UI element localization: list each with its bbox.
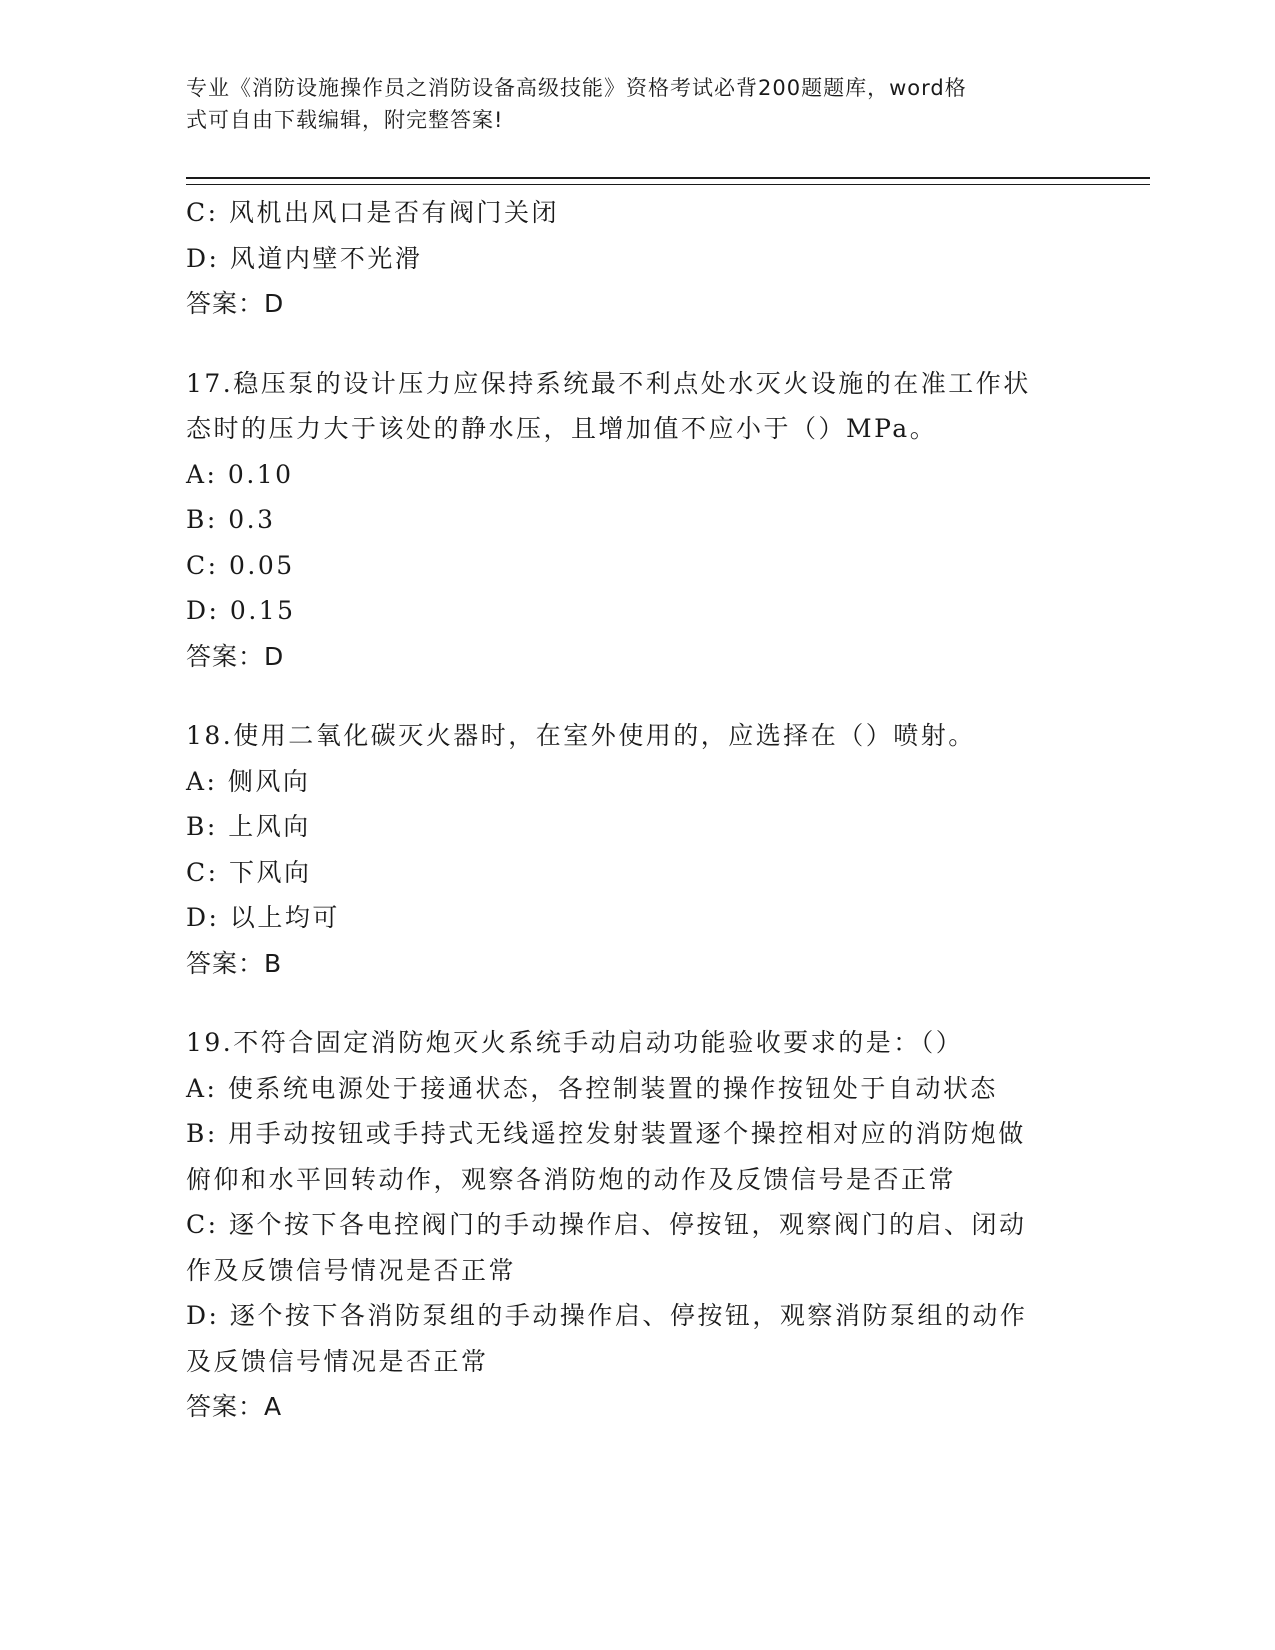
option-d-line-1: D: 逐个按下各消防泵组的手动操作启、停按钮，观察消防泵组的动作 (186, 1301, 1028, 1330)
header-divider (186, 177, 1150, 185)
option-a: A: 0.10 (186, 459, 294, 489)
answer: 答案：A (186, 1392, 283, 1421)
option-c-line-1: C: 逐个按下各电控阀门的手动操作启、停按钮，观察阀门的启、闭动 (186, 1210, 1027, 1239)
answer: 答案：B (186, 948, 283, 978)
question-list (186, 190, 1086, 1430)
header-line-2: 式可自由下载编辑，附完整答案! (186, 108, 504, 132)
header-line-1: 专业《消防设施操作员之消防设备高级技能》资格考试必背200题题库，word格 (186, 76, 967, 100)
option-d: D: 以上均可 (186, 903, 340, 932)
option-a: A: 使系统电源处于接通状态，各控制装置的操作按钮处于自动状态 (186, 1073, 998, 1103)
option-c: C: 下风向 (186, 857, 312, 887)
option-b: B: 0.3 (186, 505, 276, 534)
option-d: D: 0.15 (186, 596, 296, 625)
question-16-tail (186, 190, 1086, 327)
option-b-line-1: B: 用手动按钮或手持式无线遥控发射装置逐个操控相对应的消防炮做 (186, 1119, 1026, 1148)
question-19 (186, 1020, 1086, 1430)
option-c: C: 风机出风口是否有阀门关闭 (186, 198, 559, 227)
question-18 (186, 713, 1086, 986)
question-stem: 18.使用二氧化碳灭火器时，在室外使用的，应选择在（）喷射。 (186, 721, 976, 750)
question-17 (186, 361, 1086, 680)
answer: 答案：D (186, 289, 285, 318)
question-stem-line-1: 17.稳压泵的设计压力应保持系统最不利点处水灭火设施的在准工作状 (186, 368, 1031, 398)
option-d: D: 风道内壁不光滑 (186, 243, 423, 273)
question-stem: 19.不符合固定消防炮灭火系统手动启动功能验收要求的是：（） (186, 1028, 964, 1057)
question-stem-line-2: 态时的压力大于该处的静水压，且增加值不应小于（）MPa。 (186, 414, 938, 443)
option-b-line-2: 俯仰和水平回转动作，观察各消防炮的动作及反馈信号是否正常 (186, 1164, 957, 1194)
option-d-line-2: 及反馈信号情况是否正常 (186, 1346, 489, 1376)
document-header (186, 72, 1066, 136)
option-c-line-2: 作及反馈信号情况是否正常 (186, 1255, 517, 1285)
option-c: C: 0.05 (186, 550, 295, 580)
option-a: A: 侧风向 (186, 766, 311, 796)
answer: 答案：D (186, 641, 285, 671)
option-b: B: 上风向 (186, 812, 311, 841)
